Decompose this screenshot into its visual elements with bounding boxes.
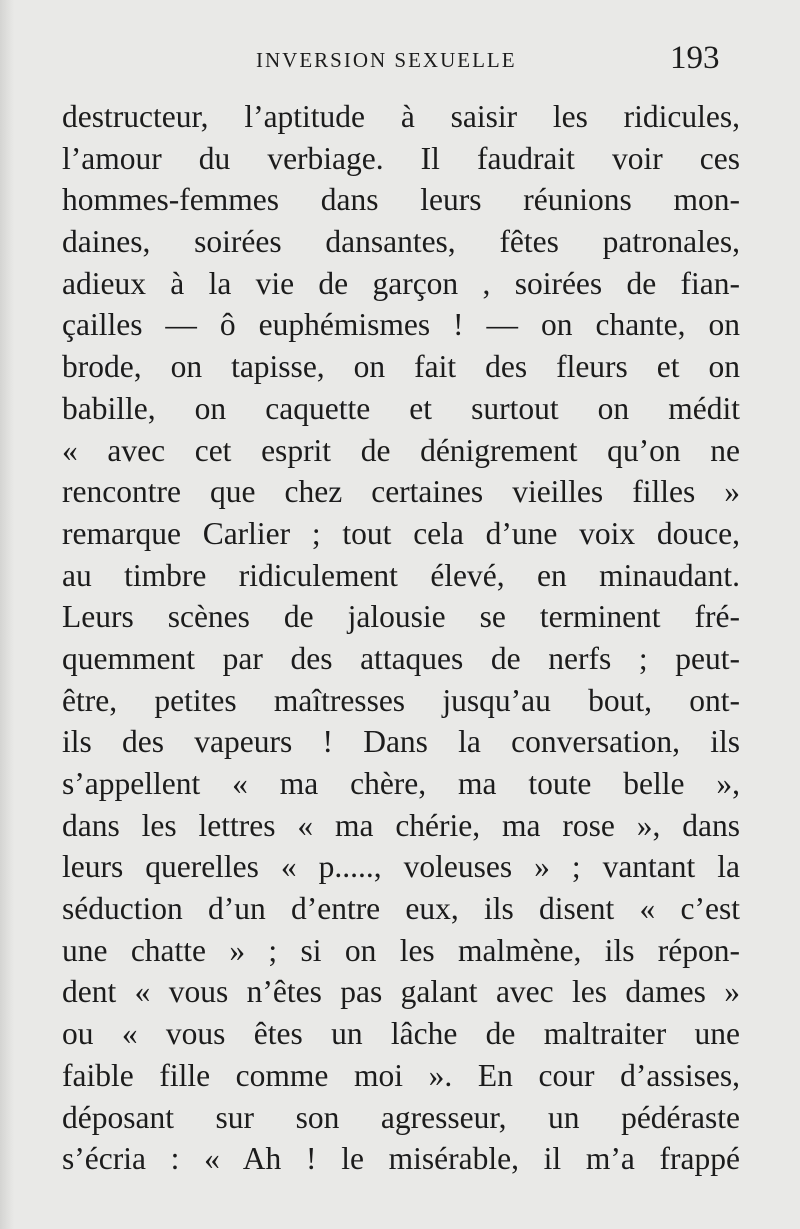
text-line: hommes-femmes dans leurs réunions mon- <box>62 182 740 218</box>
text-line: déposant sur son agresseur, un pédéraste <box>62 1099 740 1135</box>
page-header <box>0 40 800 80</box>
text-line: « avec cet esprit de dénigrement qu’on ne <box>62 432 740 468</box>
text-line: çailles — ô euphémismes ! — on chante, on <box>62 307 740 343</box>
text-line: ils des vapeurs ! Dans la conversation, ils <box>62 724 740 760</box>
text-line: daines, soirées dansantes, fêtes patronales, <box>62 224 740 260</box>
text-line: être, petites maîtresses jusqu’au bout, ont- <box>62 682 740 718</box>
text-line: l’amour du verbiage. Il faudrait voir ces <box>62 140 740 176</box>
text-line: s’appellent « ma chère, ma toute belle », <box>62 766 740 801</box>
text-line: babille, on caquette et surtout on médit <box>62 390 740 426</box>
text-line: quemment par des attaques de nerfs ; peut- <box>62 640 740 676</box>
text-line: Leurs scènes de jalousie se terminent fré- <box>62 599 740 635</box>
text-line: brode, on tapisse, on fait des fleurs et on <box>62 349 740 385</box>
text-line: dans les lettres « ma chérie, ma rose », dans <box>62 807 740 843</box>
text-line: faible fille comme moi ». En cour d’assises, <box>62 1057 740 1093</box>
body-text <box>62 96 740 1180</box>
text-line: rencontre que chez certaines vieilles filles » <box>62 474 740 510</box>
text-line: dent « vous n’êtes pas galant avec les dames » <box>62 974 740 1010</box>
text-line: ou « vous êtes un lâche de maltraiter une <box>62 1016 740 1052</box>
text-line: s’écria : « Ah ! le misérable, il m’a frappé <box>62 1141 740 1177</box>
text-line: destructeur, l’aptitude à saisir les ridicules, <box>62 99 740 134</box>
page-number: 193 <box>670 40 720 76</box>
text-line: une chatte » ; si on les malmène, ils répon- <box>62 932 740 968</box>
text-line: séduction d’un d’entre eux, ils disent « c’est <box>62 891 740 927</box>
text-line: remarque Carlier ; tout cela d’une voix douce, <box>62 515 740 551</box>
text-line: adieux à la vie de garçon , soirées de fian- <box>62 265 740 301</box>
text-line: au timbre ridiculement élevé, en minaudant. <box>62 557 740 593</box>
running-title: INVERSION SEXUELLE <box>256 48 517 72</box>
text-line: leurs querelles « p....., voleuses » ; vantant la <box>62 849 740 885</box>
